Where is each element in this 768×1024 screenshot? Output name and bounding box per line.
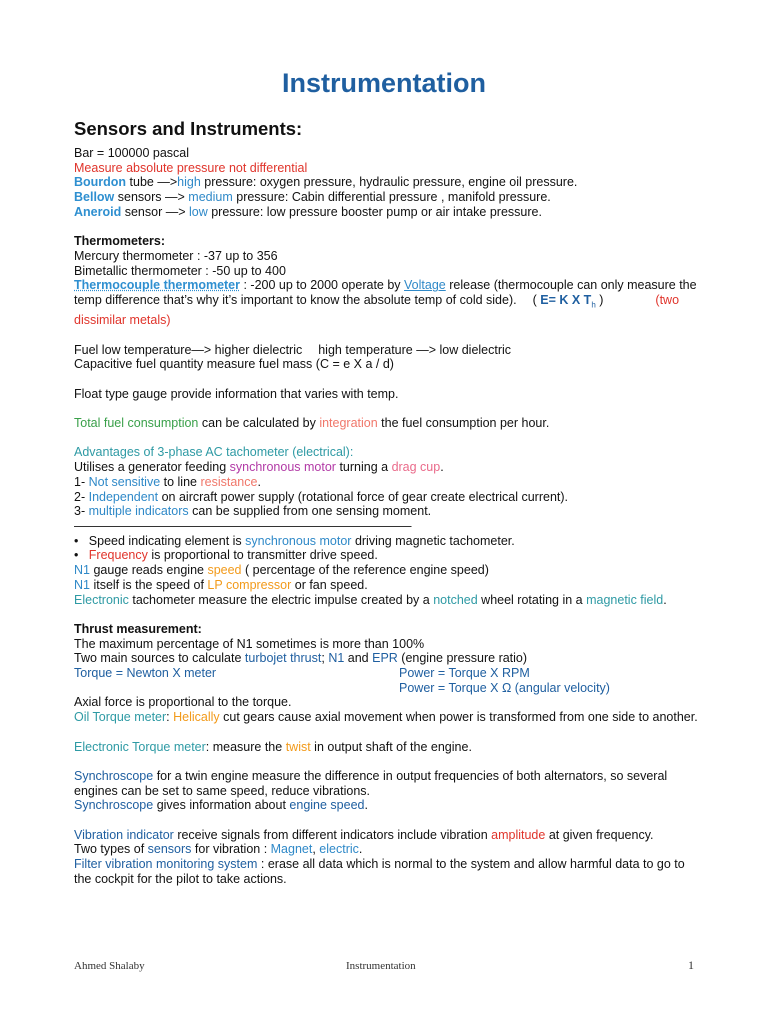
utilises-text-3: . (440, 460, 444, 475)
speed-keyword: speed (207, 563, 242, 578)
bellow-text-1: sensors —> (114, 190, 189, 205)
electronic-torque-keyword: Electronic Torque meter (74, 739, 206, 754)
filter-vibration-keyword: Filter vibration monitoring system (74, 857, 258, 872)
aneroid-line (74, 205, 704, 220)
synchroscope-info-text-2: . (364, 798, 368, 813)
utilises-line (74, 460, 704, 475)
n1-keyword: N1 (74, 563, 90, 578)
synchroscope-keyword: Synchroscope (74, 768, 154, 783)
bullet-dot-icon: • (74, 548, 89, 563)
electric-keyword: electric (319, 842, 359, 857)
mercury-line: Mercury thermometer : -37 up to 356 (74, 248, 278, 263)
aneroid-text-2: pressure: low pressure booster pump or air intake pressure. (207, 204, 542, 219)
thermometers-heading: Thermometers: (74, 234, 165, 249)
bourdon-text-2: pressure: oxygen pressure, hydraulic pressure, engine oil pressure. (200, 175, 578, 190)
notched-keyword: notched (433, 592, 478, 607)
thermocouple-paragraph (74, 278, 704, 328)
bourdon-text-1: tube —> (126, 175, 178, 190)
n1-itself-line (74, 578, 704, 593)
advantage-item-2 (74, 490, 704, 505)
filter-vibration-paragraph (74, 857, 704, 886)
item-1-number: 1- (74, 474, 89, 489)
multiple-indicators-keyword: multiple indicators (88, 504, 189, 519)
synchronous-motor-keyword: synchronous motor (229, 460, 336, 475)
magnet-keyword: Magnet (270, 842, 313, 857)
frequency-keyword: Frequency (88, 548, 148, 563)
total-fuel-text-1: can be calculated by (198, 416, 320, 431)
absolute-pressure-line: Measure absolute pressure not differential (74, 160, 308, 175)
electronic-text-1: tachometer measure the electric impulse created by a (128, 592, 434, 607)
lp-compressor-keyword: LP compressor (207, 577, 292, 592)
dissimilar-metals-note: (two dissimilar metals) (74, 293, 680, 328)
thermocouple-equation: E= K X T (540, 293, 592, 308)
page-number: 1 (688, 958, 694, 972)
n1-gauge-text-1: gauge reads engine (89, 563, 208, 578)
vibration-text-2: at given frequency. (545, 827, 654, 842)
not-sensitive-keyword: Not sensitive (88, 474, 161, 489)
item-3-number: 3- (74, 504, 89, 519)
total-fuel-line (74, 416, 704, 431)
two-sources-text-4: (engine pressure ratio) (397, 651, 528, 666)
capacitive-line: Capacitive fuel quantity measure fuel mass (C = e X a / d) (74, 357, 394, 372)
float-gauge-line: Float type gauge provide information that varies with temp. (74, 386, 399, 401)
electronic-text-2: wheel rotating in a (477, 592, 587, 607)
vibration-text-1: receive signals from different indicators include vibration (173, 827, 492, 842)
document-title: Instrumentation (281, 68, 486, 98)
oil-torque-paragraph (74, 710, 704, 725)
section-divider: ——————————————————————————— (74, 519, 412, 533)
power-formula-rpm: Power = Torque X RPM (399, 666, 530, 681)
bellow-line (74, 190, 704, 205)
oil-torque-text-1: : (166, 710, 174, 725)
item-3-text: can be supplied from one sensing moment. (188, 504, 432, 519)
vibration-indicator-keyword: Vibration indicator (74, 827, 174, 842)
item-2-text: on aircraft power supply (rotational force of gear create electrical current). (158, 489, 569, 504)
fuel-high-temp: high temperature —> low dielectric (318, 342, 512, 357)
sensor-types-line (74, 842, 704, 857)
two-sources-text-1: Two main sources to calculate (74, 651, 245, 666)
thermocouple-text-1: : -200 up to 2000 operate by (240, 278, 405, 293)
electronic-text-3: . (663, 592, 667, 607)
twist-keyword: twist (285, 739, 311, 754)
utilises-text-2: turning a (335, 460, 392, 475)
section-heading: Sensors and Instruments: (74, 118, 303, 139)
amplitude-keyword: amplitude (491, 827, 546, 842)
voltage-keyword: Voltage (404, 278, 446, 293)
electronic-torque-text-1: : measure the (205, 739, 286, 754)
utilises-text-1: Utilises a generator feeding (74, 460, 230, 475)
bourdon-line (74, 175, 704, 190)
formula-row-2 (74, 681, 704, 696)
document-body (74, 146, 704, 887)
helically-keyword: Helically (173, 710, 220, 725)
turbojet-thrust-keyword: turbojet thrust (244, 651, 322, 666)
equation-close: ) (595, 293, 604, 308)
n1-keyword: N1 (74, 577, 90, 592)
bullet-dot-icon: • (74, 533, 89, 548)
filter-vibration-text: : erase all data which is normal to the system and allow harmful data to go to the cockpit for the pilot to take actions. (74, 857, 685, 886)
equation-subscript: h (591, 300, 596, 310)
engine-speed-keyword: engine speed (289, 798, 365, 813)
aneroid-keyword: low (188, 204, 208, 219)
item-1-end: . (257, 474, 261, 489)
bullet-1-text-1: Speed indicating element is (88, 533, 246, 548)
synchroscope-info-text-1: gives information about (153, 798, 290, 813)
n1-itself-text-1: itself is the speed of (89, 577, 208, 592)
formula-row-1 (74, 666, 704, 681)
advantage-item-1 (74, 475, 704, 490)
bimetallic-line: Bimetallic thermometer : -50 up to 400 (74, 263, 286, 278)
two-sources-line (74, 651, 704, 666)
total-fuel-keyword: Total fuel consumption (74, 416, 199, 431)
electronic-tachometer-paragraph (74, 593, 704, 608)
bourdon-keyword: high (177, 175, 201, 190)
max-n1-line: The maximum percentage of N1 sometimes is more than 100% (74, 636, 425, 651)
electronic-torque-text-2: in output shaft of the engine. (310, 739, 472, 754)
bullet-1-keyword: synchronous motor (245, 533, 352, 548)
drag-cup-keyword: drag cup (391, 460, 441, 475)
axial-force-line: Axial force is proportional to the torque. (74, 695, 292, 710)
synchroscope-text: for a twin engine measure the difference in output frequencies of both alternators, so several engines can be set to same speed, reduce vibrations. (74, 768, 668, 798)
item-2-number: 2- (74, 489, 89, 504)
sensor-types-text-1: Two types of (74, 842, 148, 857)
total-fuel-text-2: the fuel consumption per hour. (377, 416, 550, 431)
sensor-types-text-3: , (312, 842, 320, 857)
sensors-keyword: sensors (147, 842, 192, 857)
thermocouple-term: Thermocouple thermometer (74, 278, 241, 293)
advantage-item-3 (74, 504, 704, 519)
fuel-dielectric-line (74, 343, 704, 358)
bullet-1-text-2: driving magnetic tachometer. (351, 533, 515, 548)
independent-keyword: Independent (88, 489, 159, 504)
two-sources-text-2: ; (321, 651, 329, 666)
synchroscope-paragraph (74, 769, 704, 798)
two-sources-text-3: and (344, 651, 373, 666)
footer-author: Ahmed Shalaby (74, 960, 145, 972)
footer-title: Instrumentation (346, 960, 416, 972)
bourdon-term: Bourdon (74, 175, 127, 190)
oil-torque-text-2: cut gears cause axial movement when power is transformed from one side to another. (219, 710, 698, 725)
n1-gauge-line (74, 563, 704, 578)
thrust-heading: Thrust measurement: (74, 621, 202, 636)
fuel-low-temp: Fuel low temperature—> higher dielectric (74, 342, 303, 357)
n1-keyword: N1 (328, 651, 345, 666)
synchroscope-keyword: Synchroscope (74, 798, 154, 813)
magnetic-field-keyword: magnetic field (586, 592, 664, 607)
bellow-term: Bellow (74, 190, 115, 205)
equation-open: ( (532, 293, 541, 308)
electronic-torque-line (74, 740, 704, 755)
bullet-2-text: is proportional to transmitter drive speed. (147, 548, 378, 563)
thermocouple-text-2: release (thermocouple can only measure the temp difference that’s why it’s important to know the absolute temp of cold side). (74, 278, 697, 308)
bullet-speed-element (74, 534, 704, 549)
n1-itself-text-2: or fan speed. (291, 577, 368, 592)
bellow-text-2: pressure: Cabin differential pressure , manifold pressure. (232, 190, 551, 205)
bar-line: Bar = 100000 pascal (74, 146, 190, 160)
aneroid-term: Aneroid (74, 204, 122, 219)
power-formula-omega: Power = Torque X Ω (angular velocity) (399, 680, 610, 695)
integration-keyword: integration (319, 416, 378, 431)
sensor-types-text-2: for vibration : (191, 842, 271, 857)
oil-torque-keyword: Oil Torque meter (74, 710, 167, 725)
sensor-types-text-4: . (358, 842, 363, 857)
torque-formula: Torque = Newton X meter (74, 666, 217, 681)
synchroscope-info-line (74, 798, 704, 813)
electronic-keyword: Electronic (74, 592, 129, 607)
resistance-keyword: resistance (200, 474, 258, 489)
aneroid-text-1: sensor —> (121, 204, 189, 219)
tachometer-advantages-heading: Advantages of 3-phase AC tachometer (electrical): (74, 445, 354, 460)
epr-keyword: EPR (372, 651, 398, 666)
bellow-keyword: medium (188, 190, 233, 205)
vibration-indicator-paragraph (74, 828, 704, 843)
item-1-text: to line (160, 474, 201, 489)
bullet-frequency (74, 548, 704, 563)
n1-gauge-text-2: ( percentage of the reference engine speed) (241, 563, 489, 578)
